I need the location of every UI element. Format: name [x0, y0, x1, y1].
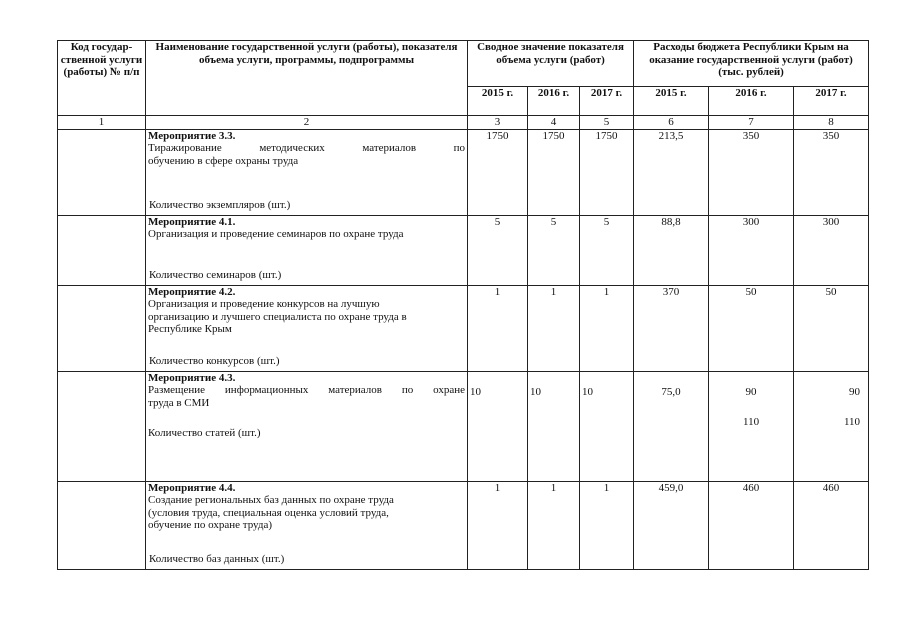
table-row — [58, 371, 869, 481]
value-cell: 1750 — [580, 129, 634, 215]
code-cell — [58, 371, 146, 481]
header-year: 2017 г. — [794, 87, 869, 116]
column-number: 5 — [580, 116, 634, 130]
value-cell: 88,8 — [634, 215, 709, 285]
value-cell: 5 — [468, 215, 528, 285]
value-primary: 90 — [849, 385, 861, 398]
name-cell — [146, 129, 468, 215]
value-cell — [709, 371, 794, 481]
measure-description: Создание региональных баз данных по охране труда — [148, 494, 394, 506]
value-cell: 10 — [528, 371, 580, 481]
measure-description: Тиражирование методических материалов по — [148, 142, 465, 154]
value-cell: 370 — [634, 285, 709, 371]
indicator-label: Количество конкурсов (шт.) — [149, 355, 280, 367]
table-row — [58, 215, 869, 285]
header-expenses-group: Расходы бюджета Республики Крым на оказание государственной услуги (работ) (тыс. рублей) — [634, 41, 869, 87]
table-row — [58, 129, 869, 215]
value-cell: 1 — [468, 481, 528, 569]
indicator-label: Количество экземпляров (шт.) — [149, 199, 291, 211]
code-cell — [58, 129, 146, 215]
value-cell: 300 — [709, 215, 794, 285]
value-primary: 90 — [745, 385, 757, 398]
value-cell: 75,0 — [634, 371, 709, 481]
measure-description: Организация и проведение конкурсов на лучшую — [148, 298, 380, 310]
column-number: 4 — [528, 116, 580, 130]
value-cell: 459,0 — [634, 481, 709, 569]
header-name: Наименование государственной услуги (работы), показателя объема услуги, программы, подпрограммы — [146, 41, 468, 116]
header-year: 2015 г. — [634, 87, 709, 116]
value-secondary: 110 — [742, 416, 760, 428]
value-secondary: 110 — [843, 416, 861, 428]
measure-description: обучение по охране труда) — [148, 519, 273, 531]
column-number: 6 — [634, 116, 709, 130]
value-cell: 10 — [580, 371, 634, 481]
value-cell: 50 — [709, 285, 794, 371]
measure-description: Размещение информационных материалов по охране — [148, 384, 465, 396]
value-cell: 1 — [468, 285, 528, 371]
budget-table — [57, 40, 869, 570]
value-cell: 350 — [709, 129, 794, 215]
value-cell: 460 — [794, 481, 869, 569]
measure-description: труда в СМИ — [148, 396, 210, 409]
column-number: 2 — [146, 116, 468, 130]
table-row — [58, 481, 869, 569]
indicator-label: Количество статей (шт.) — [148, 427, 261, 439]
indicator-label: Количество баз данных (шт.) — [149, 553, 285, 565]
measure-description: Организация и проведение семинаров по охране труда — [148, 228, 404, 240]
value-cell: 1750 — [528, 129, 580, 215]
name-cell — [146, 285, 468, 371]
measure-title: Мероприятие 4.2. — [148, 285, 236, 298]
value-cell: 300 — [794, 215, 869, 285]
measure-description: обучению в сфере охраны труда — [148, 154, 299, 167]
column-numbers-row — [58, 116, 869, 130]
header-volume-group: Сводное значение показателя объема услуги (работ) — [468, 41, 634, 87]
table-row — [58, 285, 869, 371]
value-cell: 5 — [528, 215, 580, 285]
measure-title: Мероприятие 4.3. — [148, 371, 236, 384]
code-cell — [58, 285, 146, 371]
measure-description: (условия труда, специальная оценка условий труда, — [148, 506, 389, 519]
name-cell — [146, 481, 468, 569]
header-year: 2017 г. — [580, 87, 634, 116]
value-cell — [794, 371, 869, 481]
value-cell: 1 — [580, 285, 634, 371]
value-cell: 460 — [709, 481, 794, 569]
measure-title: Мероприятие 4.1. — [148, 215, 236, 228]
value-cell: 1 — [580, 481, 634, 569]
header-code: Код государ-ственной услуги (работы) № п/п — [58, 41, 146, 116]
value-cell: 1 — [528, 285, 580, 371]
column-number: 1 — [58, 116, 146, 130]
code-cell — [58, 481, 146, 569]
name-cell — [146, 215, 468, 285]
header-year: 2015 г. — [468, 87, 528, 116]
column-number: 8 — [794, 116, 869, 130]
value-cell: 50 — [794, 285, 869, 371]
value-cell: 213,5 — [634, 129, 709, 215]
column-number: 7 — [709, 116, 794, 130]
header-year: 2016 г. — [709, 87, 794, 116]
column-number: 3 — [468, 116, 528, 130]
value-cell: 1750 — [468, 129, 528, 215]
measure-title: Мероприятие 4.4. — [148, 481, 236, 494]
measure-description: организацию и лучшего специалиста по охране труда в — [148, 310, 407, 323]
measure-title: Мероприятие 3.3. — [148, 129, 236, 142]
header-year: 2016 г. — [528, 87, 580, 116]
value-cell: 350 — [794, 129, 869, 215]
value-cell: 5 — [580, 215, 634, 285]
measure-description: Республике Крым — [148, 323, 232, 335]
indicator-label: Количество семинаров (шт.) — [149, 269, 282, 281]
value-cell: 10 — [468, 371, 528, 481]
name-cell — [146, 371, 468, 481]
value-cell: 1 — [528, 481, 580, 569]
code-cell — [58, 215, 146, 285]
